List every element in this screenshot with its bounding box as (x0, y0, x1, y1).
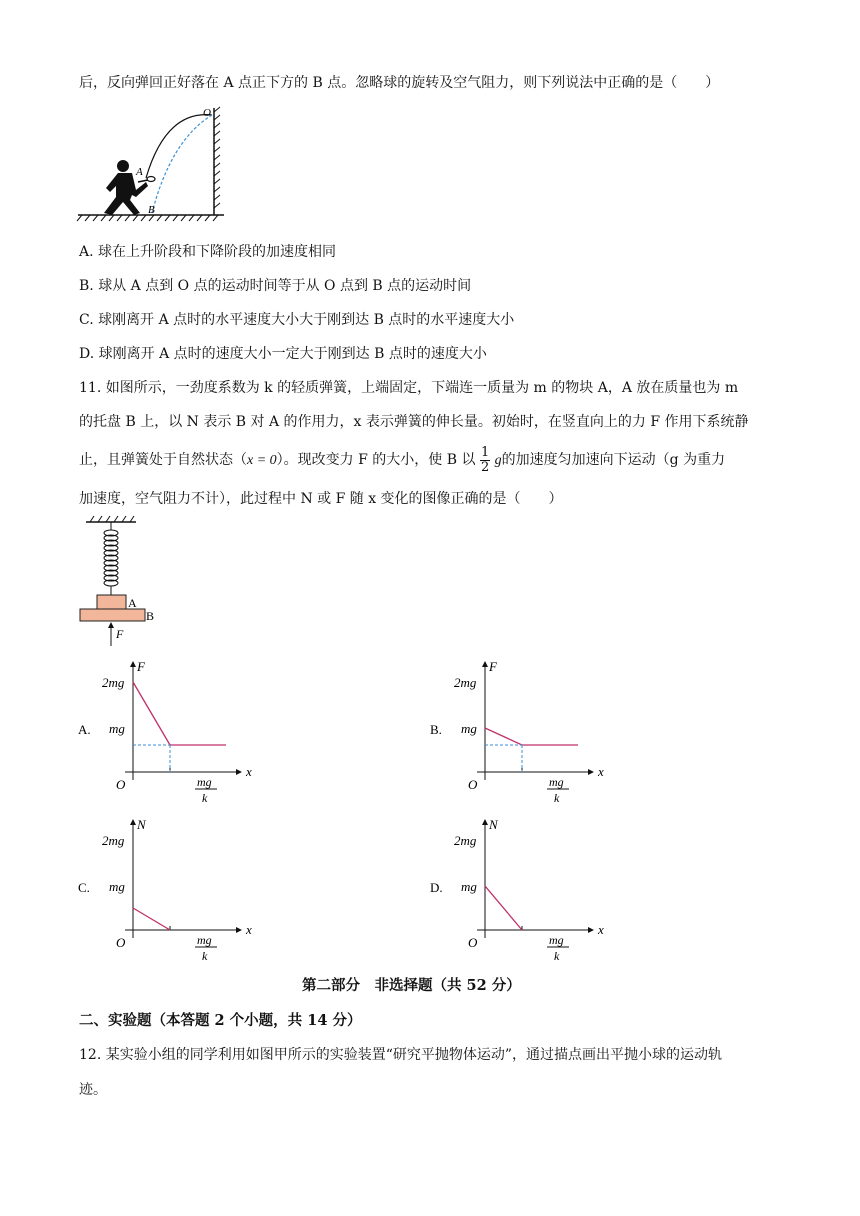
graph-x-label: x (246, 922, 252, 937)
part2-title: 第二部分 非选择题（共 52 分） (302, 977, 521, 994)
q10-option-d: D. 球刚离开 A 点时的速度大小一定大于刚到达 B 点时的速度大小 (79, 346, 487, 362)
q11-line-3-a: 止，且弹簧处于自然状态（ (79, 452, 247, 468)
q11-line-3 (79, 445, 725, 476)
graph-origin: O (116, 777, 126, 792)
q10-option-b: B. 球从 A 点到 O 点的运动时间等于从 O 点到 B 点的运动时间 (79, 278, 472, 294)
graph-y-label: F (137, 659, 145, 674)
graph-y-label: N (137, 817, 146, 832)
graph-x-label: x (598, 764, 604, 779)
q12-line-2: 迹。 (79, 1082, 107, 1098)
label-o: O (203, 107, 211, 119)
graph-tick-2mg: 2mg (454, 675, 477, 690)
q11-eq: x = 0 (247, 453, 277, 468)
graph-x-frac-num: mg (197, 775, 212, 789)
graph-tick-mg: mg (461, 721, 477, 736)
graph-x-frac-den: k (554, 791, 560, 805)
graph-option-label: B. (430, 722, 442, 737)
q11-line-3-b: ）。现改变力 F 的大小，使 B 以 (276, 452, 476, 468)
graph-y-label: F (489, 659, 497, 674)
graph-x-frac-den: k (202, 791, 208, 805)
graph-tick-2mg: 2mg (102, 675, 125, 690)
q10-option-a: A. 球在上升阶段和下降阶段的加速度相同 (79, 244, 337, 260)
q10-stem-end: 后，反向弹回正好落在 A 点正下方的 B 点。忽略球的旋转及空气阻力，则下列说法中正确的是（ ） (79, 75, 720, 91)
graph-x-label: x (246, 764, 252, 779)
graph-x-frac-num: mg (197, 933, 212, 947)
graph-c (78, 813, 258, 963)
graph-tick-mg: mg (109, 879, 125, 894)
section-title: 二、实验题（本答题 2 个小题，共 14 分） (79, 1012, 362, 1029)
label-tray-b: B (146, 609, 155, 623)
q11-line-3-c: 的加速度匀加速向下运动（g 为重力 (501, 452, 726, 468)
graph-option-label: A. (78, 722, 91, 737)
label-b: B (148, 204, 155, 216)
q11-fraction: $\frac{1}{2}$ (480, 444, 490, 475)
graph-option-label: C. (78, 880, 90, 895)
label-block-a: A (128, 596, 137, 610)
graph-y-label: N (489, 817, 498, 832)
q11-spring-figure (78, 516, 168, 651)
graph-x-label: x (598, 922, 604, 937)
q11-line-1: 11. 如图所示，一劲度系数为 k 的轻质弹簧，上端固定，下端连一质量为 m 的物块 A，A 放在质量也为 m (79, 380, 739, 396)
label-a: A (136, 166, 143, 178)
label-force-f: F (116, 627, 124, 641)
q10-figure (76, 100, 236, 225)
q11-line-4: 加速度，空气阻力不计），此过程中 N 或 F 随 x 变化的图像正确的是（ ） (79, 491, 563, 507)
q12-line-1: 12. 某实验小组的同学利用如图甲所示的实验装置“研究平抛物体运动”，通过描点画出平抛小球的运动轨 (79, 1047, 723, 1063)
graph-origin: O (468, 935, 478, 950)
graph-x-frac-den: k (554, 949, 560, 963)
q11-g: g (494, 453, 502, 468)
graph-origin: O (468, 777, 478, 792)
graph-tick-2mg: 2mg (454, 833, 477, 848)
graph-x-frac-num: mg (549, 775, 564, 789)
graph-b (430, 655, 610, 805)
graph-option-label: D. (430, 880, 443, 895)
graph-d (430, 813, 610, 963)
graph-x-frac-num: mg (549, 933, 564, 947)
q10-option-c: C. 球刚离开 A 点时的水平速度大小大于刚到达 B 点时的水平速度大小 (79, 312, 515, 328)
graph-a (78, 655, 258, 805)
graph-tick-mg: mg (109, 721, 125, 736)
graph-tick-mg: mg (461, 879, 477, 894)
q11-line-2: 的托盘 B 上，以 N 表示 B 对 A 的作用力，x 表示弹簧的伸长量。初始时，在竖直向上的力 F 作用下系统静 (79, 414, 749, 430)
graph-x-frac-den: k (202, 949, 208, 963)
graph-tick-2mg: 2mg (102, 833, 125, 848)
graph-origin: O (116, 935, 126, 950)
